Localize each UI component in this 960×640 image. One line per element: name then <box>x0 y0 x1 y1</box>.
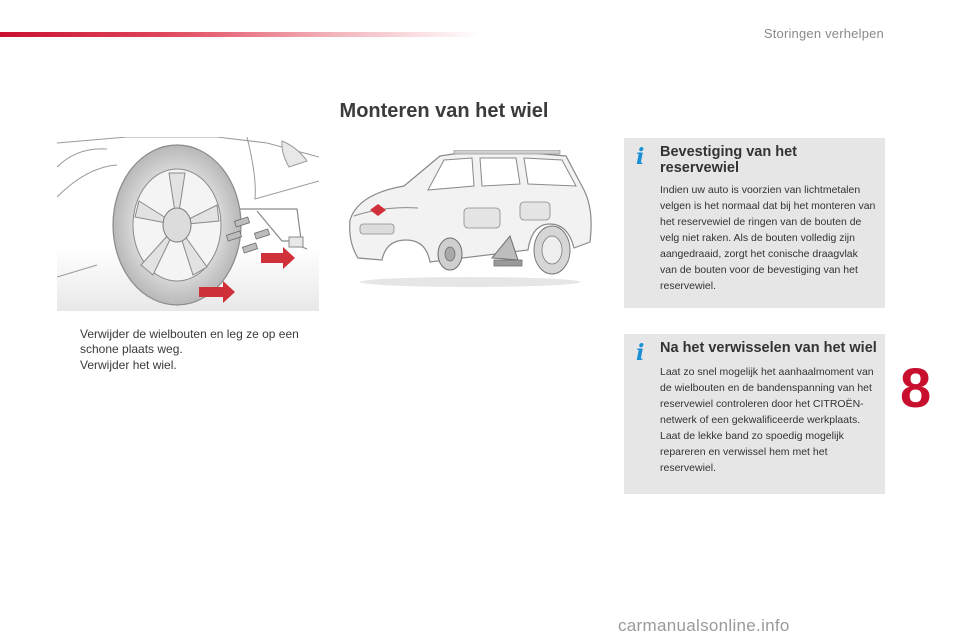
info-box-body <box>660 364 877 476</box>
info-paragraph: Laat zo snel mogelijk het aanhaalmoment van de wielbouten en de bandenspanning van het reservewiel controleren door het CITROËN-netwerk of een gekwalificeerde werkplaats. <box>660 366 874 426</box>
info-box-after-wheel-change <box>624 334 885 494</box>
instruction-steps <box>58 327 318 374</box>
info-paragraph: Indien uw auto is voorzien van lichtmetalen velgen is het normaal dat bij het monteren van het reservewiel de ringen van de bouten de velg niet raken. Als de bouten volledig zijn aangedraaid, zorgt het conische draagvlak van de bouten voor de bevestiging van het reservewiel. <box>660 184 876 292</box>
info-box-title: Bevestiging van het reservewiel <box>660 144 797 176</box>
section-title: Storingen verhelpen <box>763 26 884 41</box>
car-on-jack-illustration <box>344 150 596 290</box>
info-box-spare-wheel-mounting <box>624 138 885 308</box>
info-icon: i <box>636 340 645 366</box>
step-text: Verwijder de wielbouten en leg ze op een schone plaats weg. <box>80 327 299 356</box>
chapter-number: 8 <box>900 356 932 419</box>
watermark: carmanualsonline.info <box>618 616 790 635</box>
list-item <box>58 358 318 373</box>
wheel-removal-illustration <box>57 137 319 311</box>
list-item <box>58 327 318 357</box>
page-heading: Monteren van het wiel <box>339 100 549 122</box>
header-accent-bar <box>0 32 480 37</box>
info-icon: i <box>636 144 645 170</box>
info-paragraph: Laat de lekke band zo spoedig mogelijk repareren en verwissel hem met het reservewiel. <box>660 430 844 474</box>
info-box-title: Na het verwisselen van het wiel <box>660 340 877 356</box>
step-text: Verwijder het wiel. <box>80 358 177 372</box>
info-box-body <box>660 182 877 294</box>
